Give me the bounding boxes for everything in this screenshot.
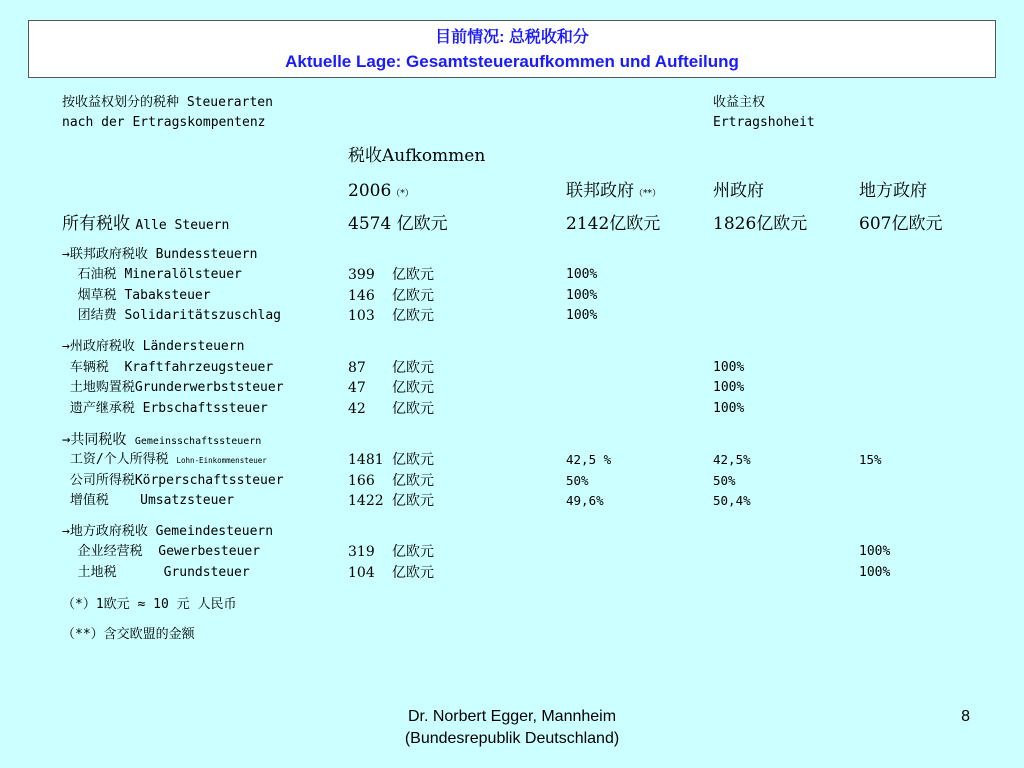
bund-row-unit: 亿欧元	[392, 267, 434, 283]
header-year	[348, 180, 414, 205]
land-row-share: 100%	[713, 401, 745, 416]
header-gemeinde: 地方政府	[859, 181, 927, 201]
gemeinde-row-unit: 亿欧元	[392, 565, 434, 581]
gemeinde-row-label: 企业经营税 Gewerbesteuer	[62, 544, 261, 559]
bund-row-label: 石油税 Mineralölsteuer	[62, 267, 242, 282]
gemeinschaft-row-label-zh: 工资/个人所得税	[62, 452, 169, 467]
gemeinschaft-row-unit: 亿欧元	[392, 493, 434, 509]
header-tax-types-line1: 按收益权划分的税种 Steuerarten	[62, 95, 273, 110]
page-number: 8	[961, 708, 970, 725]
bund-row-label: 团结费 Solidaritätszuschlag	[62, 308, 282, 323]
gemeinde-row-amount: 104	[348, 565, 375, 581]
title-chinese: 目前情况: 总税收和分	[435, 29, 589, 46]
group-gemeinde-heading: →地方政府税收 Gemeindesteuern	[62, 524, 274, 539]
gemeinschaft-row-land: 42,5%	[713, 452, 751, 467]
group-gemeinschaft-heading-zh: →共同税收	[62, 432, 127, 448]
total-bund: 2142亿欧元	[566, 214, 661, 234]
header-land: 州政府	[713, 181, 764, 201]
group-gemeinschaft-heading	[62, 431, 261, 451]
group-land-heading: →州政府税收 Ländersteuern	[62, 339, 245, 354]
land-row-unit: 亿欧元	[392, 401, 434, 417]
title-german: Aktuelle Lage: Gesamtsteueraufkommen und Aufteilung	[285, 52, 739, 71]
group-gemeinschaft-heading-de: Gemeinsschaftssteuern	[134, 436, 262, 447]
gemeinschaft-row-label	[62, 451, 267, 470]
footer-line1: Dr. Norbert Egger, Mannheim	[407, 708, 617, 725]
gemeinschaft-row-bund: 42,5 %	[566, 452, 612, 467]
bund-row-label: 烟草税 Tabaksteuer	[62, 288, 211, 303]
gemeinschaft-row-amount: 1422	[348, 493, 384, 509]
land-row-unit: 亿欧元	[392, 380, 434, 396]
total-land: 1826亿欧元	[713, 214, 808, 234]
gemeinschaft-row-bund: 50%	[566, 473, 589, 488]
gemeinde-row-label: 土地税 Grundsteuer	[62, 565, 250, 580]
note-exchange-rate: （*）1欧元 ≈ 10 元 人民币	[62, 597, 237, 612]
land-row-share: 100%	[713, 380, 745, 395]
gemeinschaft-row-label: 公司所得税Körperschaftssteuer	[62, 473, 284, 488]
total-amount: 4574 亿欧元	[348, 214, 448, 234]
gemeinschaft-row-unit: 亿欧元	[392, 473, 434, 489]
total-gemeinde: 607亿欧元	[859, 214, 943, 234]
gemeinschaft-row-unit: 亿欧元	[392, 452, 434, 468]
gemeinde-row-share: 100%	[859, 544, 891, 559]
gemeinschaft-row-label: 增值税 Umsatzsteuer	[62, 493, 235, 508]
gemeinschaft-row-label-de: Lohn-Einkommensteuer	[176, 456, 267, 465]
header-year-note: （*）	[391, 189, 414, 199]
gemeinde-row-unit: 亿欧元	[392, 544, 434, 560]
land-row-label: 车辆税 Kraftfahrzeugsteuer	[62, 360, 274, 375]
bund-row-amount: 103	[348, 308, 375, 324]
footer-line2: (Bundesrepublik Deutschland)	[404, 730, 620, 747]
bund-row-share: 100%	[566, 308, 598, 323]
gemeinschaft-row-amount: 1481	[348, 452, 384, 468]
gemeinschaft-row-gemeinde: 15%	[859, 452, 882, 467]
bund-row-amount: 399	[348, 267, 375, 283]
note-eu-share: （**）含交欧盟的金额	[62, 627, 195, 642]
gemeinschaft-row-amount: 166	[348, 473, 375, 489]
total-label-de: Alle Steuern	[135, 218, 230, 233]
header-revenue-right-line2: Ertragshoheit	[713, 115, 815, 130]
header-tax-types-line2: nach der Ertragskompentenz	[62, 115, 266, 130]
land-row-label: 土地购置税Grunderwerbststeuer	[62, 380, 284, 395]
bund-row-amount: 146	[348, 288, 375, 304]
land-row-unit: 亿欧元	[392, 360, 434, 376]
group-bund-heading: →联邦政府税收 Bundessteuern	[62, 247, 258, 262]
gemeinschaft-row-land: 50,4%	[713, 493, 751, 508]
land-row-amount: 47	[348, 380, 366, 396]
header-revenue-right-line1: 收益主权	[713, 95, 766, 110]
header-aufkommen: 税收Aufkommen	[348, 146, 486, 166]
bund-row-unit: 亿欧元	[392, 308, 434, 324]
gemeinde-row-amount: 319	[348, 544, 375, 560]
title-box	[28, 20, 996, 78]
gemeinschaft-row-land: 50%	[713, 473, 736, 488]
gemeinschaft-row-bund: 49,6%	[566, 493, 604, 508]
bund-row-share: 100%	[566, 267, 598, 282]
footer-author	[300, 706, 724, 750]
header-bund-note: （**）	[634, 189, 662, 199]
total-label	[62, 213, 229, 237]
land-row-label: 遗产继承税 Erbschaftssteuer	[62, 401, 268, 416]
header-bund	[566, 180, 661, 205]
bund-row-unit: 亿欧元	[392, 288, 434, 304]
land-row-amount: 87	[348, 360, 366, 376]
gemeinde-row-share: 100%	[859, 565, 891, 580]
bund-row-share: 100%	[566, 288, 598, 303]
land-row-share: 100%	[713, 360, 745, 375]
total-label-zh: 所有税收	[62, 214, 130, 234]
land-row-amount: 42	[348, 401, 366, 417]
header-year-value: 2006	[348, 181, 392, 201]
header-bund-label: 联邦政府	[566, 181, 634, 201]
